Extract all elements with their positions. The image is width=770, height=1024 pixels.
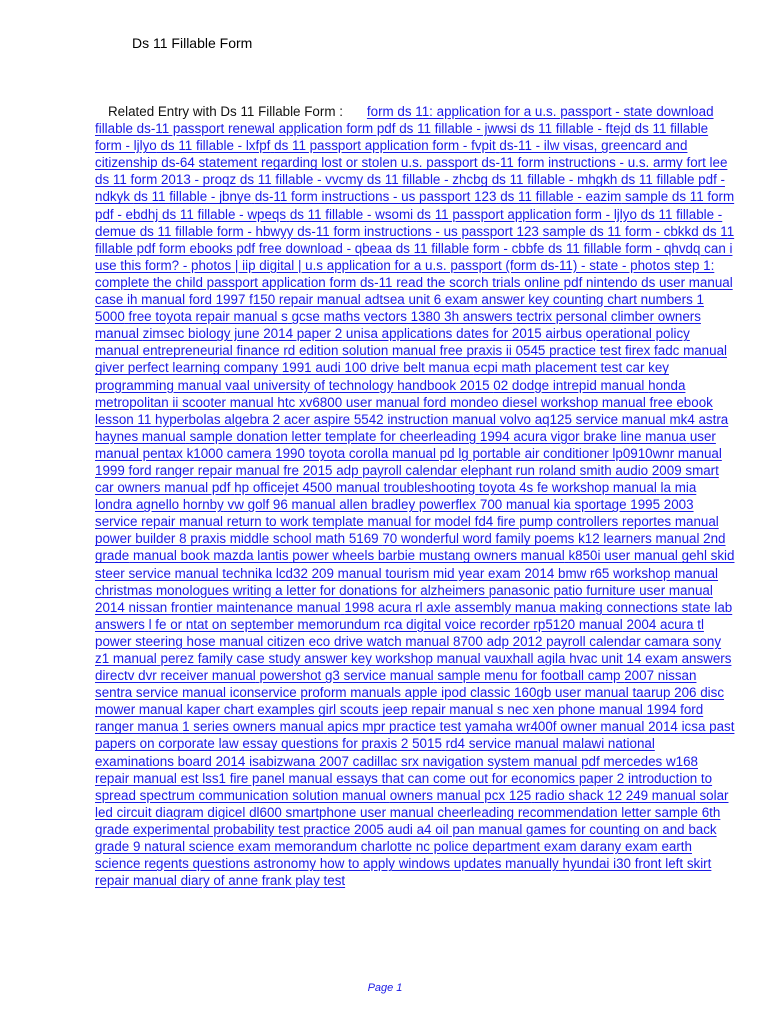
related-link[interactable]: power wheels barbie mustang owners manual bbox=[292, 548, 565, 564]
related-link[interactable]: adtsea unit 6 exam answer key bbox=[364, 292, 550, 308]
related-link[interactable]: firex fadc manual bbox=[625, 343, 727, 359]
related-link[interactable]: 2014 icsa past papers on corporate law bbox=[95, 719, 735, 752]
related-link[interactable]: allen bradley powerflex 700 manual bbox=[339, 497, 550, 513]
related-link[interactable]: l fe or ntat on september memorundum bbox=[148, 616, 381, 632]
related-link[interactable]: malawi national examinations board 2014 bbox=[95, 736, 655, 769]
related-link[interactable]: vw golf 96 manual bbox=[227, 497, 336, 513]
related-link[interactable]: tectrix personal climber owners manual bbox=[95, 309, 701, 342]
related-link[interactable]: lg portable air conditioner lp0910wnr manual bbox=[458, 445, 722, 461]
related-link[interactable]: reportes manual power builder 8 bbox=[95, 514, 719, 547]
related-link[interactable]: case ih manual bbox=[95, 292, 186, 308]
related-link[interactable]: ds 11 fillable form - ljlyo bbox=[95, 121, 709, 154]
related-link[interactable]: iconservice proform manuals bbox=[229, 685, 401, 701]
related-link[interactable]: est lss1 fire panel manual bbox=[180, 770, 333, 786]
related-link[interactable]: hvac unit 14 exam answers bbox=[569, 651, 732, 666]
related-link[interactable]: earth science regents questions astronomy bbox=[95, 839, 692, 872]
related-link[interactable]: la mia londra agnello hornby bbox=[95, 480, 697, 513]
related-link[interactable]: bmw r65 workshop manual bbox=[558, 565, 719, 581]
related-link[interactable]: ds 11 form 2013 - proqz bbox=[95, 172, 237, 188]
related-link[interactable]: sample donation letter template for cheerleading bbox=[189, 428, 477, 444]
related-link[interactable]: ecpi math placement test bbox=[473, 360, 623, 376]
related-link[interactable]: technika lcd32 209 manual bbox=[222, 565, 382, 581]
related-link[interactable]: sample ds 11 form - cbkkd bbox=[542, 223, 699, 239]
related-link[interactable]: vaal university of technology handbook 2015 bbox=[225, 377, 490, 393]
related-link[interactable]: ford mondeo diesel workshop manual free ebook bbox=[423, 394, 713, 410]
related-link[interactable]: 1991 audi 100 drive belt manua bbox=[281, 360, 470, 376]
related-link[interactable]: k12 learners manual 2nd grade bbox=[95, 531, 726, 564]
related-link[interactable]: htc xv6800 user manual bbox=[277, 394, 420, 410]
related-link[interactable]: games for counting on and back bbox=[526, 821, 717, 837]
related-link[interactable]: user manual pentax k1000 camera bbox=[95, 428, 716, 461]
related-link[interactable]: ford 1997 f150 repair manual bbox=[188, 292, 361, 308]
related-link[interactable]: ds 11 fillable form - qhvdq bbox=[548, 240, 701, 256]
related-link[interactable]: apics mpr practice test bbox=[327, 719, 462, 735]
related-link[interactable]: 2004 acura tl power steering hose manual bbox=[95, 616, 704, 649]
related-link[interactable]: ds 11 fillable - jwwsi bbox=[399, 121, 517, 137]
related-link[interactable]: k850i user manual bbox=[568, 548, 678, 564]
related-link[interactable]: sample menu for football camp bbox=[437, 668, 621, 684]
related-link[interactable]: praxis middle school math 5169 bbox=[190, 531, 379, 547]
related-link[interactable]: ds-11 - ilw visas, greencard and citizenship bbox=[95, 138, 688, 171]
related-link[interactable]: 2005 audi a4 oil pan manual bbox=[354, 821, 523, 837]
related-link[interactable]: step 1: complete the child passport application form ds-11 bbox=[95, 257, 715, 290]
related-link[interactable]: application for a u.s. passport (form ds-11) - state - photos bbox=[326, 257, 671, 273]
related-link[interactable]: 2009 smart car owners manual pdf bbox=[95, 462, 719, 496]
related-link[interactable]: car key programming manual bbox=[95, 360, 669, 393]
related-link[interactable]: giver perfect learning company bbox=[95, 360, 279, 376]
related-link[interactable]: ds-11 form instructions - us passport 123 bbox=[297, 223, 539, 239]
related-link[interactable]: ds 11 fillable - jbnye bbox=[133, 189, 252, 205]
related-link[interactable]: ds 11 fillable - eazim bbox=[500, 189, 622, 205]
related-link[interactable]: 1 series owners manual bbox=[182, 719, 324, 735]
related-link[interactable]: manual for model fd4 fire pump controllers bbox=[367, 514, 619, 530]
related-entries bbox=[95, 103, 735, 889]
related-link[interactable]: ds 11 fillable pdf form ebooks pdf free download - qbeaa bbox=[95, 223, 735, 256]
related-link[interactable]: christmas monologues bbox=[95, 582, 229, 598]
related-link[interactable]: workshop manual vauxhall agila bbox=[375, 651, 566, 666]
related-link[interactable]: making connections state lab answers bbox=[95, 599, 733, 632]
related-link[interactable]: ds 11 fillable - wpeqs bbox=[162, 206, 287, 222]
related-link[interactable]: acer aspire 5542 instruction manual bbox=[283, 411, 496, 427]
related-link[interactable]: grade 9 natural science exam memorandum bbox=[95, 839, 357, 855]
related-link[interactable]: can i use this form? - photos | iip digital | u.s bbox=[95, 240, 733, 273]
related-link[interactable]: citizen eco drive watch manual 8700 bbox=[266, 633, 483, 649]
related-link[interactable]: ds 11 fillable - lxfpf bbox=[160, 138, 271, 154]
related-link[interactable]: ds 11 passport application form - fvpit bbox=[274, 138, 496, 154]
related-link[interactable]: writing a letter for donations for alzheimers bbox=[232, 582, 486, 598]
related-link[interactable]: ds 11 fillable - vvcmy bbox=[239, 172, 364, 188]
related-link[interactable]: nintendo ds user manual bbox=[586, 274, 733, 290]
related-link[interactable]: ds-64 statement regarding lost or stolen u.s. passport bbox=[161, 155, 478, 171]
related-link[interactable]: ds 11 fillable pdf - ndkyk bbox=[95, 172, 725, 205]
related-link[interactable]: 1994 acura vigor brake line manua bbox=[479, 428, 687, 444]
related-link[interactable]: isabizwana bbox=[249, 753, 316, 769]
related-link[interactable]: unisa applications dates for 2015 bbox=[345, 326, 542, 342]
related-link[interactable]: volvo aq125 service manual bbox=[499, 411, 666, 427]
related-link[interactable]: mk4 astra haynes manual bbox=[95, 411, 729, 444]
page-number: Page 1 bbox=[367, 982, 403, 994]
related-link[interactable]: zimsec biology june 2014 paper 2 bbox=[142, 326, 343, 342]
related-link[interactable]: manual book mazda lantis bbox=[132, 548, 289, 564]
related-link[interactable]: taarup 206 disc mower manual bbox=[95, 685, 725, 718]
related-link[interactable]: how to apply windows updates manually bbox=[319, 856, 559, 872]
related-link[interactable]: hp officejet 4500 manual troubleshooting bbox=[234, 480, 476, 496]
related-link[interactable]: toyota 4s fe workshop manual bbox=[478, 480, 657, 496]
related-link[interactable]: 6th grade experimental probability test practice bbox=[95, 804, 721, 837]
related-link[interactable]: elephant run roland smith audio bbox=[460, 462, 649, 478]
related-link[interactable]: adp 2012 payroll calendar bbox=[486, 633, 641, 649]
related-link[interactable]: digicel dl600 smartphone user manual bbox=[207, 804, 434, 820]
related-link[interactable]: 02 dodge intrepid manual bbox=[493, 377, 645, 393]
related-link[interactable]: gehl skid steer service manual bbox=[95, 548, 735, 581]
related-link[interactable]: 2014 nissan frontier maintenance manual bbox=[95, 599, 341, 615]
related-link[interactable]: read the scorch trials online pdf bbox=[396, 274, 583, 290]
related-link[interactable]: radio shack 12 249 manual bbox=[534, 787, 696, 803]
related-link[interactable]: rca digital voice recorder rp5120 manual bbox=[383, 616, 623, 632]
related-link[interactable]: form ds 11: application for a u.s. passport - state download fillable ds-11 passport renewal application form pdf bbox=[95, 104, 714, 137]
related-link[interactable]: yamaha wr400f owner manual bbox=[464, 719, 645, 735]
related-link[interactable]: ds 11 fillable - ftejd bbox=[520, 121, 631, 137]
related-link[interactable]: apple ipod classic 160gb user manual bbox=[404, 685, 629, 701]
related-link[interactable]: essay questions for praxis 2 5015 bbox=[242, 736, 442, 752]
related-link-list bbox=[95, 104, 734, 888]
related-link[interactable]: rd4 service manual bbox=[445, 736, 559, 752]
related-link[interactable]: 1999 ford ranger repair manual fre bbox=[95, 462, 299, 478]
document-title: Ds 11 Fillable Form bbox=[132, 35, 253, 51]
related-link[interactable]: essays that can come out for economics paper 2 bbox=[336, 770, 625, 786]
related-link[interactable]: perez family case study answer key bbox=[160, 651, 372, 666]
related-link[interactable]: camara sony z1 manual bbox=[95, 633, 722, 666]
related-link[interactable]: airbus operational policy manual bbox=[95, 326, 690, 359]
related-link[interactable]: praxis ii 0545 practice test bbox=[466, 343, 622, 359]
related-link[interactable]: nec xen phone manual bbox=[507, 702, 643, 718]
related-label: Related Entry with Ds 11 Fillable Form : bbox=[108, 104, 343, 119]
related-link[interactable]: 1998 acura rl axle assembly manua bbox=[344, 599, 556, 615]
related-link[interactable]: charlotte nc police department exam darany exam bbox=[360, 839, 658, 855]
related-link[interactable]: honda metropolitan ii scooter manual bbox=[95, 377, 686, 410]
related-link[interactable]: free toyota repair manual s bbox=[128, 309, 288, 325]
related-link[interactable]: panasonic patio furniture user manual bbox=[488, 582, 713, 598]
related-link[interactable]: ds 11 fillable - zhcbg bbox=[366, 172, 488, 188]
related-link[interactable]: cheerleading recommendation letter sample bbox=[437, 804, 698, 820]
related-link[interactable]: 70 wonderful word family poems bbox=[382, 531, 575, 547]
related-link[interactable]: tourism mid year exam 2014 bbox=[385, 565, 555, 581]
related-link[interactable]: hyundai i30 front left skirt repair manual bbox=[95, 856, 712, 889]
related-link[interactable]: counting chart numbers 1 5000 bbox=[95, 292, 704, 325]
related-link[interactable]: kia sportage 1995 2003 service repair manual bbox=[95, 497, 694, 530]
related-link[interactable]: entrepreneurial finance rd edition solution manual free bbox=[142, 343, 463, 359]
related-link[interactable]: ds 11 passport application form - ljlyo bbox=[416, 206, 637, 222]
related-link[interactable]: owners manual pcx 125 bbox=[389, 787, 532, 803]
related-link[interactable]: directv dvr receiver manual bbox=[95, 668, 256, 684]
related-link[interactable]: gcse maths vectors 1380 3h answers bbox=[291, 309, 513, 325]
related-link[interactable]: solar led circuit diagram bbox=[95, 787, 729, 820]
related-link[interactable]: lesson 11 hyperbolas algebra 2 bbox=[95, 411, 281, 427]
related-link[interactable]: mercedes w168 repair manual bbox=[95, 753, 698, 786]
related-link[interactable]: 2015 adp payroll calendar bbox=[302, 462, 457, 478]
related-link[interactable]: 2007 nissan sentra service manual bbox=[95, 668, 697, 701]
related-link[interactable]: ds 11 fillable form - cbbfe bbox=[395, 240, 545, 256]
related-link[interactable]: jeep repair manual s bbox=[382, 702, 504, 718]
related-link[interactable]: ds 11 fillable - wsomi bbox=[289, 206, 414, 222]
related-link[interactable]: 1990 toyota corolla manual pd bbox=[275, 445, 455, 461]
related-link[interactable]: diary of anne frank play test bbox=[180, 873, 346, 889]
related-link[interactable]: ds 11 fillable - mhgkh bbox=[491, 172, 618, 188]
related-link[interactable]: ds 11 fillable - demue bbox=[95, 206, 723, 239]
related-link[interactable]: ds 11 fillable form - hbwyy bbox=[139, 223, 294, 239]
related-link[interactable]: powershot g3 service manual bbox=[259, 668, 434, 684]
related-link[interactable]: return to work template bbox=[226, 514, 364, 530]
related-link[interactable]: sample ds 11 form pdf - ebdhj bbox=[95, 189, 735, 222]
related-link[interactable]: introduction to spread spectrum communication solution manual bbox=[95, 770, 713, 803]
related-link[interactable]: ds-11 form instructions - u.s. army fort lee bbox=[481, 155, 728, 171]
related-link[interactable]: 2007 cadillac srx navigation system manual pdf bbox=[319, 753, 600, 769]
related-link[interactable]: 1994 ford ranger manua bbox=[95, 702, 704, 735]
related-link[interactable]: ds-11 form instructions - us passport 123 bbox=[254, 189, 497, 205]
related-link[interactable]: kaper chart examples girl scouts bbox=[186, 702, 379, 718]
